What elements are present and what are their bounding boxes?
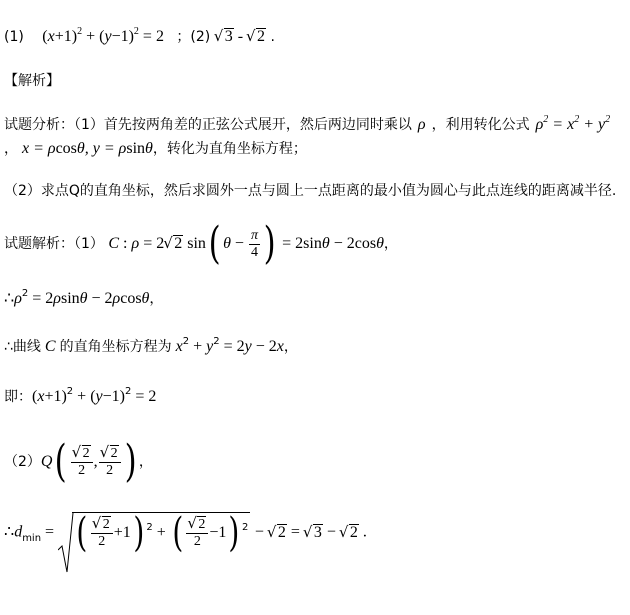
big-radical: ( √ $\frac{2}{2}$ +1) $^2$ + ( √ $\frac{2}{2}$ −1) $^2$ [58,512,250,553]
answer-part2-value: √ 3 - √ 2 [215,28,266,45]
answer-separator: ；(2) [176,29,211,45]
analysis-line-3: （2）求点Q的直角坐标，然后求圆外一点与圆上一点距离的最小值为圆心与此点连线的距离减半径. [4,183,617,199]
analysis-line-1: 试题分析：（1）首先按两角差的正弦公式展开，然后两边同时乘以 ρ ，利用转化公式 $\rho^2 = x^2 + y^2$ [4,114,611,133]
solution-step-3: ∴曲线 C 的直角坐标方程为 $x^2 + y^2 = 2y - 2x$， [4,336,298,355]
answer-part1-tag: (1) [4,29,24,45]
analysis-label: 试题分析： [4,117,74,133]
solution-label: 试题解析： [4,236,74,252]
section-header: 【解析】 [4,73,60,89]
solution-step-4: 即：$(x+1)^2 + (y-1)^2 = 2$ [4,386,157,405]
answer-line [4,26,275,46]
solution-step-6: $\therefore d_{min}$ = ( √ $\frac{2}{2}$ +1) $^2$ + ( √ $\frac{2}{2}$ −1) $^2$ − √ 2 = √ 3 − √ 2 . [4,512,367,553]
solution-step-5: （2）Q( √ $\frac{2}{2}$ , √ $\frac{2}{2}$ ) ， [4,440,153,484]
answer-end: . [270,29,275,45]
answer-part1-equation: $(x+1)^2 + (y-1)^2 = 2$ [42,26,164,45]
solution-step-1: 试题解析：（1） C : ρ = 2√ 2 sin( θ − $\frac{\pi}{4}$ ) = 2sinθ − 2cosθ， [4,222,398,266]
solution-step-2: $\therefore\rho^2 = 2\rho\sin\theta - 2\rho\cos\theta$， [4,288,164,307]
analysis-line-2: ， x = ρcosθ, y = ρsinθ，转化为直角坐标方程； [4,140,307,157]
